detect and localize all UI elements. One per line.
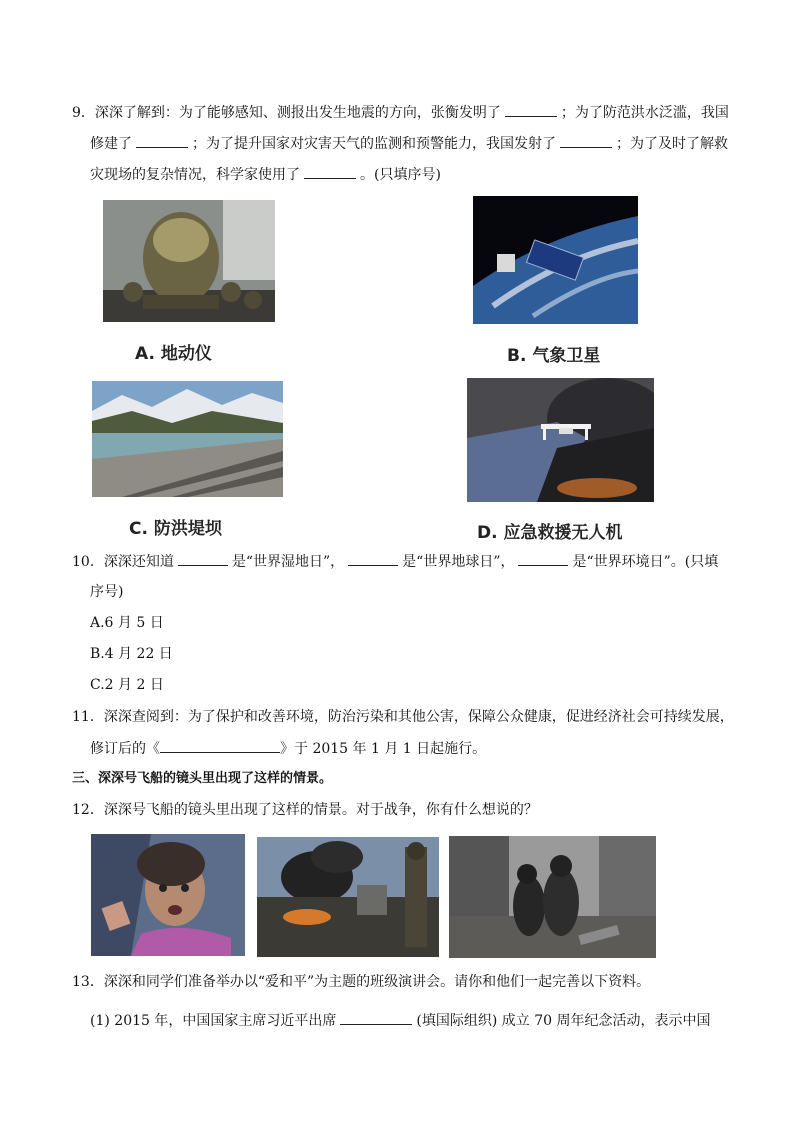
q9-blank-2[interactable] (136, 133, 188, 148)
q10-option-a: A.6 月 5 日 (90, 615, 164, 631)
caption-b: B. 气象卫星 (507, 346, 601, 366)
q10-blank-1[interactable] (178, 551, 228, 566)
q13-sub-1: (1) 2015 年，中国国家主席习近平出席 (填国际组织) 成立 70 周年纪念活动，表示中国 (90, 1010, 710, 1031)
q9-blank-4[interactable] (304, 164, 356, 179)
war-rescue-photo (449, 836, 656, 958)
caption-a: A. 地动仪 (135, 344, 212, 364)
drone-photo (467, 378, 654, 502)
q10-blank-3[interactable] (518, 551, 568, 566)
q10-option-c: C.2 月 2 日 (90, 677, 164, 693)
q10-option-b: B.4 月 22 日 (90, 646, 173, 662)
section-3-title: 三、深深号飞船的镜头里出现了这样的情景。 (72, 771, 333, 786)
satellite-photo (473, 196, 638, 324)
war-child-photo (91, 834, 245, 956)
q9-line-3: 灾现场的复杂情况，科学家使用了 。(只填序号) (90, 164, 441, 185)
q10-line-2: 序号) (90, 584, 124, 600)
q9-blank-3[interactable] (560, 133, 612, 148)
q9-line-1: 9．深深了解到：为了能够感知、测报出发生地震的方向，张衡发明了 ；为了防范洪水泛滥，我国 (72, 102, 729, 123)
seismograph-photo (103, 200, 275, 322)
q9-line-2: 修建了 ；为了提升国家对灾害天气的监测和预警能力，我国发射了 ；为了及时了解救 (90, 133, 728, 154)
q13-blank-1[interactable] (340, 1010, 412, 1025)
war-explosion-photo (257, 837, 439, 957)
q11-blank-law-name[interactable] (160, 738, 280, 753)
q11-line-2: 修订后的《 》于 2015 年 1 月 1 日起施行。 (90, 738, 486, 759)
q12-text: 12．深深号飞船的镜头里出现了这样的情景。对于战争，你有什么想说的？ (72, 802, 538, 818)
q10-blank-2[interactable] (348, 551, 398, 566)
q9-blank-1[interactable] (505, 102, 557, 117)
q10-line-1: 10．深深还知道 是“世界湿地日”， 是“世界地球日”， 是“世界环境日”。(只填 (72, 551, 718, 572)
caption-c: C. 防洪堤坝 (129, 519, 222, 539)
caption-d: D. 应急救援无人机 (477, 523, 623, 543)
q11-line-1: 11．深深查阅到：为了保护和改善环境，防治污染和其他公害，保障公众健康，促进经济社会可持续发展， (72, 709, 734, 725)
dam-photo (92, 381, 283, 497)
q13-text: 13．深深和同学们准备举办以“爱和平”为主题的班级演讲会。请你和他们一起完善以下资料。 (72, 974, 651, 990)
